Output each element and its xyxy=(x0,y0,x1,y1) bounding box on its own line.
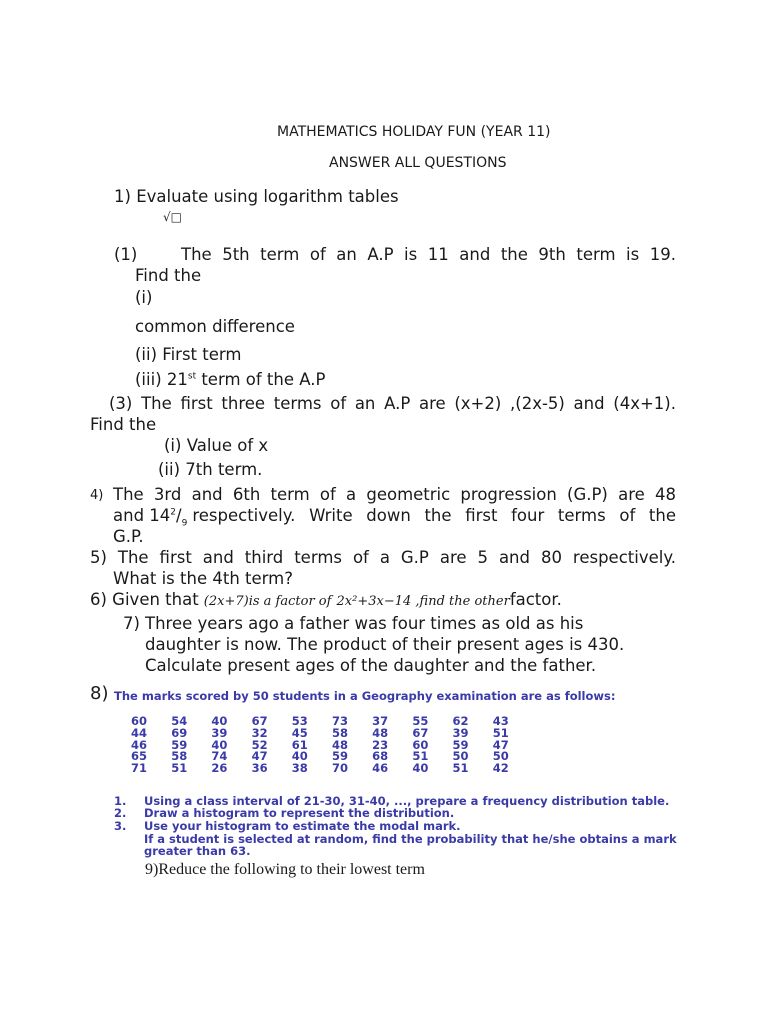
mark-cell: 54 xyxy=(171,714,188,728)
question-4-line2-sub: 9 xyxy=(181,518,188,529)
question-1-number: 1) xyxy=(114,187,131,206)
question-4-number: 4) xyxy=(90,488,104,503)
mark-cell: 46 xyxy=(372,761,389,776)
mark-cell: 39 xyxy=(452,725,469,740)
question-7-line1: Three years ago a father was four times as old as his xyxy=(145,614,584,633)
question-2-part-iii-post: term of the A.P xyxy=(196,370,326,389)
mark-cell: 40 xyxy=(291,749,308,764)
question-1 xyxy=(114,187,399,206)
mark-cell: 69 xyxy=(171,725,188,740)
mark-cell: 59 xyxy=(331,749,348,764)
page-subtitle: ANSWER ALL QUESTIONS xyxy=(329,155,507,171)
mark-cell: 70 xyxy=(331,761,348,776)
question-2-part-iii-sup: st xyxy=(187,371,197,382)
mark-cell: 44 xyxy=(131,725,148,740)
mark-cell: 52 xyxy=(251,737,268,752)
question-2-part-iii-pre: (iii) 21 xyxy=(135,370,188,389)
question-4-line3: G.P. xyxy=(113,527,144,546)
question-8-number: 8) xyxy=(90,683,109,704)
task-1-number: 1. xyxy=(114,794,127,808)
mark-cell: 55 xyxy=(412,714,429,728)
mark-cell: 51 xyxy=(171,761,188,776)
task-2-number: 2. xyxy=(114,806,127,821)
marks-table xyxy=(131,716,533,775)
mark-cell: 67 xyxy=(412,725,429,740)
mark-cell: 59 xyxy=(171,737,188,752)
question-2-part-ii: (ii) First term xyxy=(135,345,242,364)
question-2-line1: The 5th term of an A.P is 11 and the 9th term is 19. xyxy=(181,245,676,264)
mark-cell: 73 xyxy=(331,714,348,728)
mark-cell: 60 xyxy=(412,737,429,752)
question-6 xyxy=(90,590,562,609)
question-2-line2: Find the xyxy=(135,266,202,285)
question-8-task-3 xyxy=(114,820,677,832)
question-2-number: (1) xyxy=(114,245,138,264)
task-3-number: 3. xyxy=(114,818,127,833)
mark-cell: 53 xyxy=(291,714,308,728)
mark-cell: 65 xyxy=(131,749,148,764)
question-6-formula-b: is a factor of xyxy=(248,594,332,609)
mark-cell: 61 xyxy=(291,737,308,752)
question-3-part-ii: (ii) 7th term. xyxy=(158,460,263,479)
question-9: 9)Reduce the following to their lowest term xyxy=(145,861,425,878)
mark-cell: 40 xyxy=(412,761,429,776)
question-4-line2-pre: and 14 xyxy=(113,506,171,525)
question-7-number: 7) xyxy=(123,614,140,633)
question-8-task-list xyxy=(114,795,677,857)
question-3-part-i: (i) Value of x xyxy=(164,436,269,455)
task-1-text: Using a class interval of 21-30, 31-40, ..., prepare a frequency distribution table. xyxy=(144,794,670,808)
mark-cell: 71 xyxy=(131,761,148,776)
question-4-line1: The 3rd and 6th term of a geometric progression (G.P) are 48 xyxy=(113,485,676,504)
question-4-line2-slash: / xyxy=(176,506,182,525)
mark-cell: 40 xyxy=(211,714,228,728)
mark-cell: 45 xyxy=(291,725,308,740)
mark-cell: 42 xyxy=(492,761,509,776)
mark-cell: 51 xyxy=(492,725,509,740)
question-1-expression: √□ xyxy=(163,210,182,224)
mark-cell: 59 xyxy=(452,737,469,752)
mark-cell: 48 xyxy=(372,725,389,740)
question-4-line2-sup: 2 xyxy=(170,507,177,518)
mark-cell: 40 xyxy=(211,737,228,752)
question-7-line2: daughter is now. The product of their present ages is 430. xyxy=(145,635,625,654)
question-5-line2: What is the 4th term? xyxy=(113,569,293,588)
question-2-part-i-text: common difference xyxy=(135,317,295,336)
mark-cell: 48 xyxy=(331,737,348,752)
mark-cell: 47 xyxy=(492,737,509,752)
task-2-text: Draw a histogram to represent the distribution. xyxy=(144,806,455,821)
mark-cell: 60 xyxy=(131,714,148,728)
question-6-formula-d: find the other xyxy=(419,594,510,609)
mark-cell: 47 xyxy=(251,749,268,764)
question-6-pre: 6) Given that xyxy=(90,590,199,609)
mark-cell: 37 xyxy=(372,714,389,728)
mark-cell: 50 xyxy=(492,749,509,764)
mark-cell: 51 xyxy=(412,749,429,764)
question-8-extra-2: greater than 63. xyxy=(144,844,251,859)
task-3-text: Use your histogram to estimate the modal mark. xyxy=(144,818,461,833)
mark-cell: 36 xyxy=(251,761,268,776)
question-6-formula-c: 2x²+3x−14 , xyxy=(336,594,420,609)
mark-cell: 74 xyxy=(211,749,228,764)
mark-cell: 68 xyxy=(372,749,389,764)
mark-cell: 62 xyxy=(452,714,469,728)
question-2-part-iii xyxy=(135,370,325,389)
question-4-line2 xyxy=(113,506,676,529)
mark-cell: 50 xyxy=(452,749,469,764)
mark-cell: 58 xyxy=(331,725,348,740)
mark-cell: 58 xyxy=(171,749,188,764)
question-8-intro: The marks scored by 50 students in a Geography examination are as follows: xyxy=(114,689,616,703)
question-2-part-i: (i) xyxy=(135,288,153,307)
mark-cell: 32 xyxy=(251,725,268,740)
question-7-line3: Calculate present ages of the daughter and the father. xyxy=(145,656,597,675)
question-8-extra-1: If a student is selected at random, find the probability that he/she obtains a mark xyxy=(144,831,677,846)
mark-cell: 23 xyxy=(372,737,389,752)
question-5-line1: 5) The first and third terms of a G.P are 5 and 80 respectively. xyxy=(90,548,676,567)
mark-cell: 67 xyxy=(251,714,268,728)
mark-cell: 51 xyxy=(452,761,469,776)
mark-cell: 46 xyxy=(131,737,148,752)
question-6-formula-a: (2x+7) xyxy=(203,594,249,609)
page-title: MATHEMATICS HOLIDAY FUN (YEAR 11) xyxy=(277,124,551,140)
question-6-post: factor. xyxy=(509,590,562,609)
mark-cell: 38 xyxy=(291,761,308,776)
question-3-line2: Find the xyxy=(90,415,157,434)
mark-cell: 43 xyxy=(492,714,509,728)
mark-cell: 39 xyxy=(211,725,228,740)
question-3-line1: (3) The first three terms of an A.P are (x+2) ,(2x-5) and (4x+1). xyxy=(109,394,676,413)
question-1-text: Evaluate using logarithm tables xyxy=(136,187,399,206)
marks-row xyxy=(131,763,533,775)
mark-cell: 26 xyxy=(211,761,228,776)
question-4-line2-post: respectively. Write down the first four terms of the xyxy=(192,506,676,525)
